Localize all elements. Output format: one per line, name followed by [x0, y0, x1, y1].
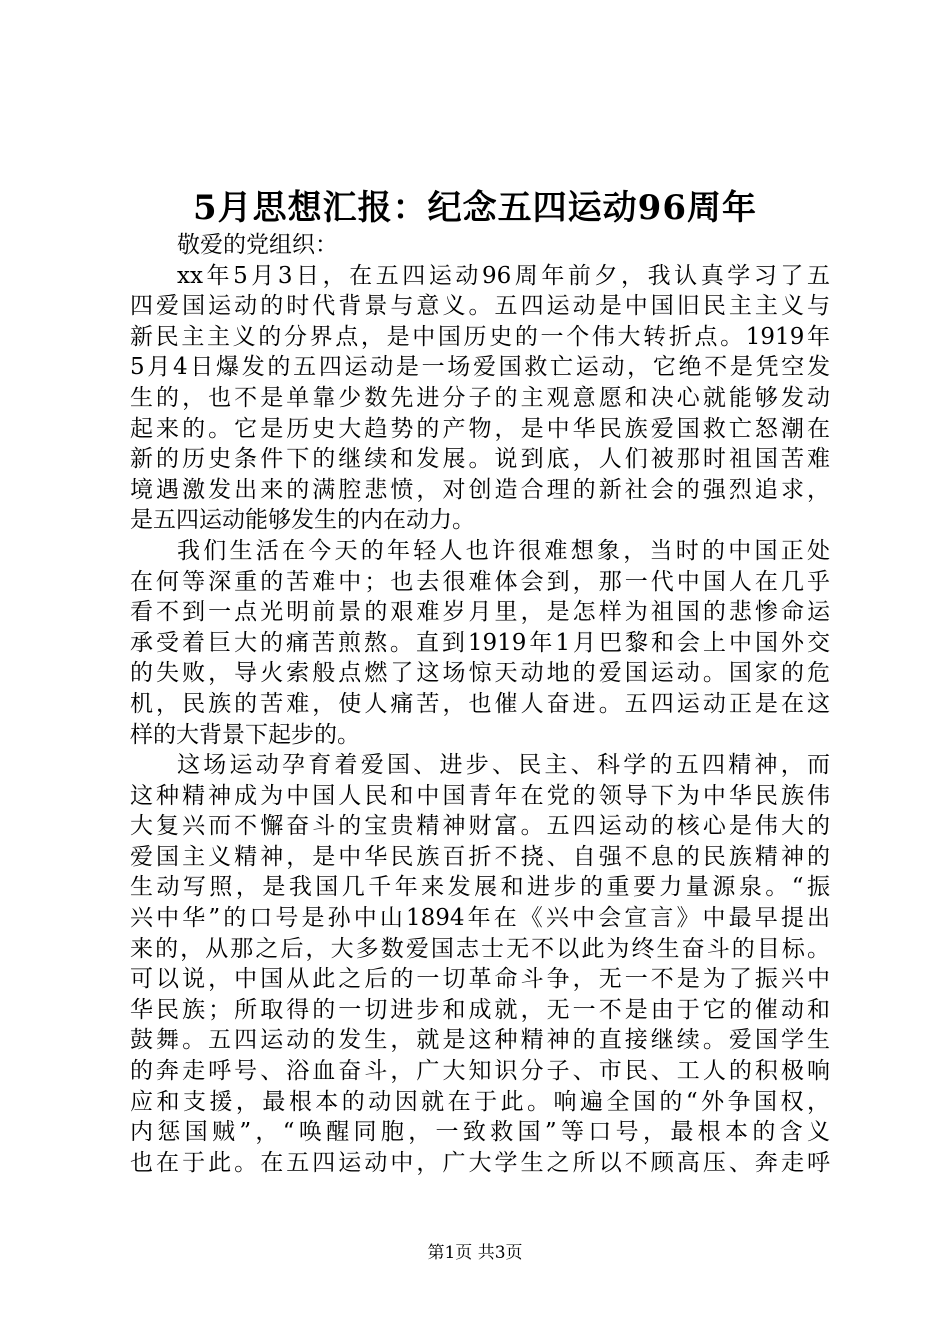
- document-title: 5月思想汇报：纪念五四运动96周年: [193, 188, 757, 228]
- paragraph-1-line: 四爱国运动的时代背景与意义。五四运动是中国旧民主主义与: [130, 293, 830, 320]
- paragraph-2-line: 承受着巨大的痛苦煎熬。直到1919年1月巴黎和会上中国外交: [130, 629, 830, 656]
- paragraph-2-line: 样的大背景下起步的。: [130, 721, 360, 748]
- paragraph-3-line: 大复兴而不懈奋斗的宝贵精神财富。五四运动的核心是伟大的: [130, 813, 830, 840]
- paragraph-1-line: 境遇激发出来的满腔悲愤，对创造合理的新社会的强烈追求，: [130, 476, 830, 503]
- paragraph-3-line: 生动写照，是我国几千年来发展和进步的重要力量源泉。“振: [130, 874, 830, 901]
- paragraph-1-line: 是五四运动能够发生的内在动力。: [130, 507, 475, 534]
- paragraph-3-line: 华民族；所取得的一切进步和成就，无一不是由于它的催动和: [130, 996, 830, 1023]
- paragraph-3-line: 这种精神成为中国人民和中国青年在党的领导下为中华民族伟: [130, 782, 830, 809]
- page-footer: 第1页 共3页: [427, 1243, 523, 1263]
- paragraph-3-line: 兴中华”的口号是孙中山1894年在《兴中会宣言》中最早提出: [130, 905, 830, 932]
- document-body: [130, 230, 830, 1178]
- paragraph-3-line: 爱国主义精神，是中华民族百折不挠、自强不息的民族精神的: [130, 843, 830, 870]
- paragraph-3-line: 可以说，中国从此之后的一切革命斗争，无一不是为了振兴中: [130, 966, 830, 993]
- paragraph-1-line: 5月4日爆发的五四运动是一场爱国救亡运动，它绝不是凭空发: [130, 354, 830, 381]
- paragraph-1-line: 生的，也不是单靠少数先进分子的主观意愿和决心就能够发动: [130, 384, 830, 411]
- paragraph-1-line: 新的历史条件下的继续和发展。说到底，人们被那时祖国苦难: [130, 446, 830, 473]
- paragraph-1-line: xx年5月3日，在五四运动96周年前夕，我认真学习了五: [177, 262, 830, 289]
- paragraph-1-line: 起来的。它是历史大趋势的产物，是中华民族爱国救亡怒潮在: [130, 415, 830, 442]
- paragraph-3-line: 鼓舞。五四运动的发生，就是这种精神的直接继续。爱国学生: [130, 1027, 830, 1054]
- paragraph-2-line: 我们生活在今天的年轻人也许很难想象，当时的中国正处: [177, 537, 830, 564]
- paragraph-3-line: 的奔走呼号、浴血奋斗，广大知识分子、市民、工人的积极响: [130, 1058, 830, 1085]
- paragraph-2-line: 看不到一点光明前景的艰难岁月里，是怎样为祖国的悲惨命运: [130, 599, 830, 626]
- paragraph-3-line: 来的，从那之后，大多数爱国志士无不以此为终生奋斗的目标。: [130, 935, 830, 962]
- paragraph-2-line: 的失败，导火索般点燃了这场惊天动地的爱国运动。国家的危: [130, 660, 830, 687]
- paragraph-3-line: 也在于此。在五四运动中，广大学生之所以不顾高压、奔走呼: [130, 1149, 830, 1176]
- paragraph-2-line: 机，民族的苦难，使人痛苦，也催人奋进。五四运动正是在这: [130, 690, 830, 717]
- paragraph-3-line: 内惩国贼”，“唤醒同胞，一致救国”等口号，最根本的含义: [130, 1119, 830, 1146]
- paragraph-2-line: 在何等深重的苦难中；也去很难体会到，那一代中国人在几乎: [130, 568, 830, 595]
- paragraph-3-line: 应和支援，最根本的动因就在于此。响遍全国的“外争国权，: [130, 1088, 830, 1115]
- paragraph-3-line: 这场运动孕育着爱国、进步、民主、科学的五四精神，而: [177, 752, 830, 779]
- salutation: 敬爱的党组织：: [177, 232, 338, 258]
- paragraph-1-line: 新民主主义的分界点，是中国历史的一个伟大转折点。1919年: [130, 323, 830, 350]
